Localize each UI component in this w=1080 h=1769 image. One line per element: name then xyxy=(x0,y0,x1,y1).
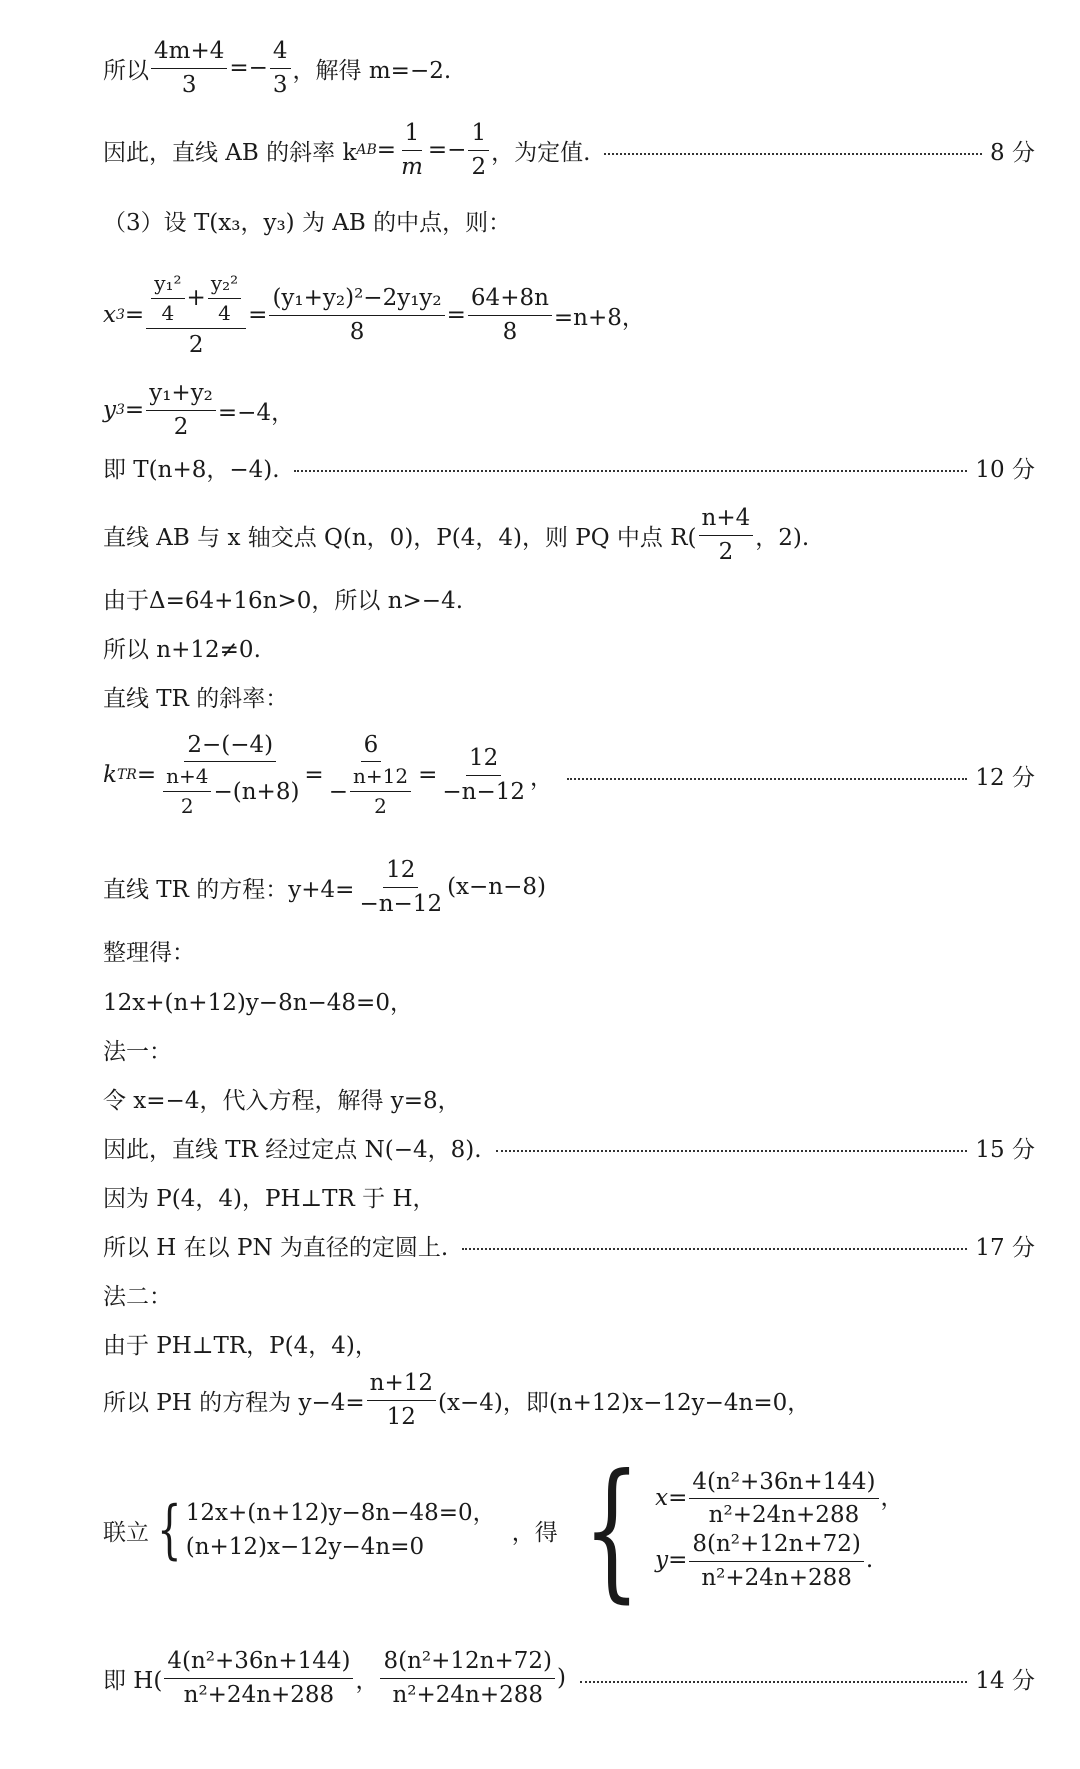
text: x xyxy=(103,302,116,328)
score-label: 14 分 xyxy=(975,1667,1035,1694)
text: ，为定值. xyxy=(491,139,591,166)
text: 法一： xyxy=(103,1038,172,1065)
text: 整理得： xyxy=(103,939,195,966)
subscript: AB xyxy=(356,142,377,158)
text: = xyxy=(418,762,438,788)
fraction xyxy=(151,37,227,100)
line-11 xyxy=(103,725,1035,825)
left-brace: { xyxy=(582,1443,641,1617)
text: 由于Δ=64+16n>0，所以 n>−4. xyxy=(103,587,464,614)
leader-dots xyxy=(580,1681,967,1683)
solution-system xyxy=(655,1468,903,1593)
text: （3）设 T(x₃，y₃) 为 AB 的中点，则： xyxy=(103,209,512,236)
denominator: −n−12 xyxy=(359,890,443,917)
line-7 xyxy=(103,505,1035,565)
numerator: 4(n²+36n+144) xyxy=(164,1647,353,1679)
denominator: 3 xyxy=(181,71,197,98)
line-1 xyxy=(103,38,1035,98)
fraction xyxy=(468,119,489,182)
text: 直线 TR 的斜率： xyxy=(103,685,289,712)
text: 由于 PH⊥TR，P(4，4)， xyxy=(103,1332,378,1359)
numerator: y₁² xyxy=(151,271,184,299)
text: = xyxy=(376,137,397,163)
numerator: 1 xyxy=(402,119,423,151)
leader-dots xyxy=(496,1150,968,1152)
text: −(n+8) xyxy=(213,778,300,805)
left-brace: { xyxy=(157,1493,182,1567)
fraction xyxy=(367,1369,436,1432)
fraction xyxy=(380,1647,555,1710)
text: 12x+(n+12)y−8n−48=0， xyxy=(103,989,413,1016)
denominator: 4 xyxy=(161,300,175,325)
denominator: 2 xyxy=(173,413,189,440)
fraction xyxy=(164,1647,353,1710)
fraction xyxy=(270,37,291,100)
text: = xyxy=(124,302,145,328)
numerator: 12 xyxy=(466,744,501,776)
text: = xyxy=(136,762,157,788)
denominator: 12 xyxy=(386,1403,416,1430)
score-label: 8 分 xyxy=(990,139,1035,166)
subscript: 3 xyxy=(116,402,125,418)
leader-dots xyxy=(294,470,968,472)
text: 因此，直线 TR 经过定点 N(−4，8). xyxy=(103,1136,482,1163)
line-3 xyxy=(103,190,1035,250)
text: 即 H( xyxy=(103,1667,163,1694)
denominator: 3 xyxy=(272,71,288,98)
text: (x−4)，即(n+12)x−12y−4n=0， xyxy=(438,1389,811,1416)
text: ， xyxy=(355,1667,379,1694)
text: 即 T(n+8，−4). xyxy=(103,456,280,483)
line-4 xyxy=(103,270,1035,360)
numerator: 6 xyxy=(361,731,382,763)
text: 所以 H 在以 PN 为直径的定圆上. xyxy=(103,1234,449,1261)
numerator: 12 xyxy=(383,856,418,888)
fraction xyxy=(398,119,426,182)
text: y= xyxy=(655,1547,688,1574)
denominator: 2 xyxy=(718,538,734,565)
denominator: n²+24n+288 xyxy=(701,1564,852,1591)
fraction xyxy=(208,271,241,326)
fraction xyxy=(269,284,444,347)
line-21 xyxy=(103,1313,1035,1373)
text: . xyxy=(865,1547,874,1574)
line-10 xyxy=(103,666,1035,726)
denominator: −n−12 xyxy=(442,778,525,805)
numerator: 1 xyxy=(468,119,489,151)
compound-fraction xyxy=(146,271,246,360)
numerator: 2−(−4) xyxy=(184,731,276,763)
text: 因此，直线 AB 的斜率 k xyxy=(103,139,357,166)
line-24 xyxy=(103,1638,1035,1718)
text: =n+8， xyxy=(553,304,645,331)
text: ，解得 m=−2. xyxy=(292,57,452,84)
numerator: 4 xyxy=(270,37,291,69)
fraction xyxy=(439,744,528,807)
equation-system xyxy=(186,1496,496,1565)
denominator: 2 xyxy=(180,794,194,819)
text: 直线 TR 的方程：y+4= xyxy=(103,876,355,903)
text: 所以 PH 的方程为 y−4= xyxy=(103,1389,365,1416)
text: ， xyxy=(880,1484,904,1511)
numerator: n+4 xyxy=(699,504,754,536)
text: ， xyxy=(529,764,553,791)
text: =− xyxy=(427,137,467,163)
text: = xyxy=(446,302,466,328)
denominator xyxy=(158,762,302,819)
text: = xyxy=(304,762,324,788)
text: x= xyxy=(655,1484,688,1511)
fraction xyxy=(163,764,211,819)
fraction xyxy=(689,1530,864,1593)
text: 法二： xyxy=(103,1283,172,1310)
text: = xyxy=(248,302,268,328)
numerator: 8(n²+12n+72) xyxy=(380,1647,555,1679)
line-5 xyxy=(103,380,1035,440)
solution-row xyxy=(655,1468,903,1531)
fraction xyxy=(699,504,754,567)
text: y xyxy=(103,397,116,423)
fraction xyxy=(350,764,411,819)
numerator xyxy=(146,271,246,329)
denominator: 4 xyxy=(218,300,231,325)
numerator: n+12 xyxy=(367,1369,436,1401)
score-label: 15 分 xyxy=(975,1136,1035,1163)
text: 直线 AB 与 x 轴交点 Q(n，0)，P(4，4)，则 PQ 中点 R( xyxy=(103,524,697,551)
leader-dots xyxy=(567,778,967,780)
text: =− xyxy=(229,55,268,81)
line-6 xyxy=(103,437,1035,497)
denominator: n²+24n+288 xyxy=(708,1502,860,1529)
text: ，得 xyxy=(511,1519,558,1546)
denominator: 2 xyxy=(188,331,204,358)
line-2 xyxy=(103,120,1035,180)
solution-row xyxy=(655,1530,903,1593)
text: 联立 xyxy=(103,1519,149,1546)
compound-fraction xyxy=(158,731,302,820)
denominator: 8 xyxy=(349,318,365,345)
text: = xyxy=(124,397,145,423)
subscript: 3 xyxy=(115,307,125,323)
numerator: n+4 xyxy=(163,764,211,792)
numerator: y₂² xyxy=(208,271,241,299)
line-22 xyxy=(103,1370,1035,1430)
compound-fraction xyxy=(326,731,416,820)
denominator: m xyxy=(401,153,423,180)
score-label: 12 分 xyxy=(975,764,1035,791)
line-12 xyxy=(103,857,1035,917)
text: =−4， xyxy=(217,399,295,426)
numerator: 64+8n xyxy=(468,284,552,316)
fraction xyxy=(151,271,184,326)
score-label: 10 分 xyxy=(975,456,1035,483)
fraction xyxy=(356,856,445,919)
numerator: y₁+y₂ xyxy=(146,379,216,411)
denominator: 2 xyxy=(374,794,387,819)
fraction xyxy=(468,284,552,347)
equation-row: (n+12)x−12y−4n=0 xyxy=(185,1534,425,1560)
line-23 xyxy=(103,1443,1035,1617)
denominator: 8 xyxy=(502,318,518,345)
leader-dots xyxy=(462,1248,967,1250)
text: ，2). xyxy=(755,524,810,551)
denominator xyxy=(326,762,416,819)
numerator: 8(n²+12n+72) xyxy=(689,1530,864,1562)
numerator: n+12 xyxy=(350,764,411,792)
denominator: n²+24n+288 xyxy=(392,1681,544,1708)
equation-row: 12x+(n+12)y−8n−48=0， xyxy=(185,1499,496,1526)
numerator: 4m+4 xyxy=(151,37,227,69)
text: (x−n−8) xyxy=(447,874,546,900)
text: − xyxy=(328,778,348,805)
fraction xyxy=(689,1468,878,1531)
text: + xyxy=(186,284,206,311)
score-label: 17 分 xyxy=(975,1234,1035,1261)
denominator: n²+24n+288 xyxy=(183,1681,335,1708)
text: 所以 n+12≠0. xyxy=(103,636,261,663)
text: 所以 xyxy=(103,57,149,84)
text: k xyxy=(103,762,117,788)
numerator: (y₁+y₂)²−2y₁y₂ xyxy=(269,284,444,316)
leader-dots xyxy=(604,153,982,155)
text: 令 x=−4，代入方程，解得 y=8， xyxy=(103,1087,461,1114)
text: ) xyxy=(557,1665,566,1691)
text: 因为 P(4，4)，PH⊥TR 于 H， xyxy=(103,1185,436,1212)
subscript: TR xyxy=(116,767,137,783)
fraction xyxy=(146,379,216,442)
numerator: 4(n²+36n+144) xyxy=(689,1468,878,1500)
denominator: 2 xyxy=(471,153,487,180)
